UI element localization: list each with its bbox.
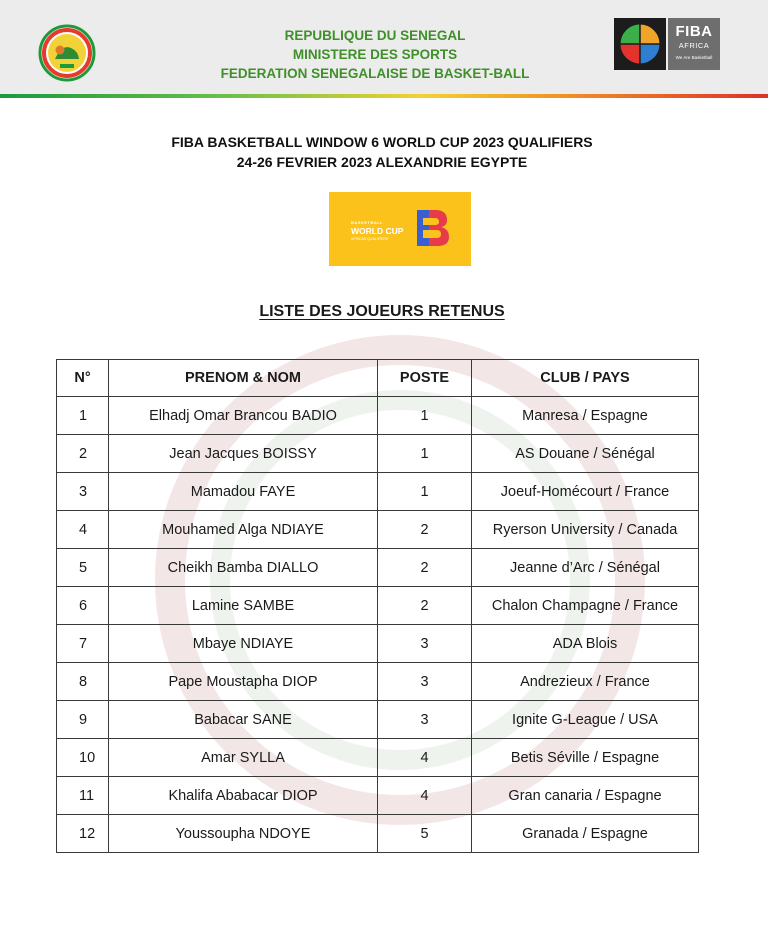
player-club: Chalon Champagne / France bbox=[472, 587, 699, 625]
table-row bbox=[57, 739, 699, 777]
header-name: PRENOM & NOM bbox=[109, 360, 378, 397]
player-number: 3 bbox=[57, 473, 109, 511]
player-club: Granada / Espagne bbox=[472, 815, 699, 853]
player-position: 3 bbox=[378, 701, 472, 739]
player-club: Gran canaria / Espagne bbox=[472, 777, 699, 815]
player-club: Betis Séville / Espagne bbox=[472, 739, 699, 777]
table-row bbox=[57, 701, 699, 739]
wc-logo-line2: WORLD CUP bbox=[351, 226, 404, 236]
event-title-line1: FIBA BASKETBALL WINDOW 6 WORLD CUP 2023 QUALIFIERS bbox=[171, 134, 593, 150]
players-table bbox=[56, 359, 699, 853]
player-club: AS Douane / Sénégal bbox=[472, 435, 699, 473]
federation-seal-icon bbox=[38, 24, 96, 82]
player-name: Jean Jacques BOISSY bbox=[109, 435, 378, 473]
player-name: Youssoupha NDOYE bbox=[109, 815, 378, 853]
player-number: 5 bbox=[57, 549, 109, 587]
table-row bbox=[57, 473, 699, 511]
wc-logo-line3: AFRICAN QUALIFIERS bbox=[351, 237, 389, 241]
header-position: POSTE bbox=[378, 360, 472, 397]
table-row bbox=[57, 663, 699, 701]
player-number: 12 bbox=[57, 815, 109, 853]
header-line-federation: FEDERATION SENEGALAISE DE BASKET-BALL bbox=[220, 66, 530, 81]
world-cup-logo bbox=[329, 192, 471, 266]
table-row bbox=[57, 435, 699, 473]
player-club: Ryerson University / Canada bbox=[472, 511, 699, 549]
table-row bbox=[57, 549, 699, 587]
table-row bbox=[57, 587, 699, 625]
player-position: 5 bbox=[378, 815, 472, 853]
list-title bbox=[60, 303, 704, 321]
player-club: Ignite G-League / USA bbox=[472, 701, 699, 739]
player-number: 1 bbox=[57, 397, 109, 435]
fiba-logo-region: AFRICA bbox=[678, 41, 710, 50]
table-row bbox=[57, 815, 699, 853]
player-position: 2 bbox=[378, 549, 472, 587]
event-title-line2: 24-26 FEVRIER 2023 ALEXANDRIE EGYPTE bbox=[236, 154, 528, 170]
player-name: Elhadj Omar Brancou BADIO bbox=[109, 397, 378, 435]
player-number: 2 bbox=[57, 435, 109, 473]
header-line-ministry: MINISTERE DES SPORTS bbox=[292, 47, 458, 62]
player-number: 11 bbox=[57, 777, 109, 815]
player-position: 1 bbox=[378, 397, 472, 435]
list-title-text: LISTE DES JOUEURS RETENUS bbox=[259, 303, 505, 320]
player-position: 4 bbox=[378, 739, 472, 777]
player-club: Manresa / Espagne bbox=[472, 397, 699, 435]
player-club: Jeanne d’Arc / Sénégal bbox=[472, 549, 699, 587]
player-position: 1 bbox=[378, 473, 472, 511]
player-name: Amar SYLLA bbox=[109, 739, 378, 777]
table-row bbox=[57, 511, 699, 549]
table-header-row bbox=[57, 360, 699, 397]
player-club: ADA Blois bbox=[472, 625, 699, 663]
header-club: CLUB / PAYS bbox=[472, 360, 699, 397]
world-cup-emblem-icon bbox=[411, 204, 451, 250]
fiba-logo-text: FIBA bbox=[675, 23, 713, 40]
player-name: Lamine SAMBE bbox=[109, 587, 378, 625]
letterhead bbox=[0, 0, 768, 96]
header-number: N° bbox=[57, 360, 109, 397]
player-position: 2 bbox=[378, 587, 472, 625]
player-name: Pape Moustapha DIOP bbox=[109, 663, 378, 701]
player-number: 10 bbox=[57, 739, 109, 777]
player-number: 7 bbox=[57, 625, 109, 663]
fiba-africa-logo bbox=[668, 18, 720, 70]
event-title bbox=[60, 132, 704, 172]
player-name: Mbaye NDIAYE bbox=[109, 625, 378, 663]
table-row bbox=[57, 777, 699, 815]
player-position: 2 bbox=[378, 511, 472, 549]
player-position: 3 bbox=[378, 663, 472, 701]
player-name: Babacar SANE bbox=[109, 701, 378, 739]
header-line-republic: REPUBLIQUE DU SENEGAL bbox=[284, 28, 466, 43]
player-name: Mouhamed Alga NDIAYE bbox=[109, 511, 378, 549]
player-position: 4 bbox=[378, 777, 472, 815]
player-number: 8 bbox=[57, 663, 109, 701]
player-name: Cheikh Bamba DIALLO bbox=[109, 549, 378, 587]
player-number: 4 bbox=[57, 511, 109, 549]
player-club: Andrezieux / France bbox=[472, 663, 699, 701]
player-number: 9 bbox=[57, 701, 109, 739]
table-row bbox=[57, 625, 699, 663]
player-position: 3 bbox=[378, 625, 472, 663]
fiba-basketball-icon bbox=[614, 18, 666, 70]
player-position: 1 bbox=[378, 435, 472, 473]
fiba-logo-tagline: We Are Basketball bbox=[675, 55, 713, 60]
player-name: Khalifa Ababacar DIOP bbox=[109, 777, 378, 815]
wc-logo-line1: BASKETBALL bbox=[351, 220, 384, 225]
table-row bbox=[57, 397, 699, 435]
header-color-stripe bbox=[0, 94, 768, 98]
player-name: Mamadou FAYE bbox=[109, 473, 378, 511]
player-club: Joeuf-Homécourt / France bbox=[472, 473, 699, 511]
player-number: 6 bbox=[57, 587, 109, 625]
